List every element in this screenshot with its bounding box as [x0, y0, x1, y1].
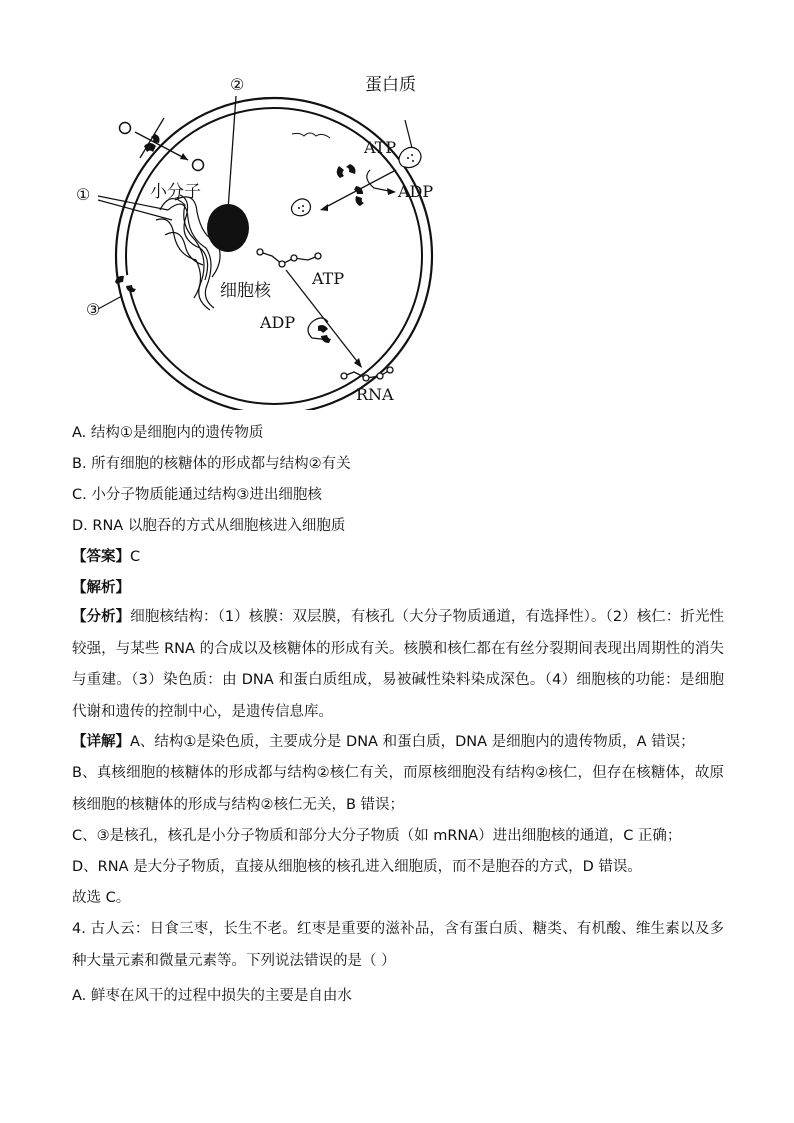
option-c: C. 小分子物质能通过结构③进出细胞核 [72, 487, 322, 503]
label-atp-bottom: ATP [312, 269, 345, 288]
label-atp-top: ATP [364, 138, 397, 157]
detail-a-text: A、结构①是染色质，主要成分是 DNA 和蛋白质，DNA 是细胞内的遗传物质，A 错误； [130, 734, 695, 750]
answer-label: 【答案】 [72, 549, 130, 565]
scribble-mark [292, 133, 330, 138]
protein-blob [292, 199, 311, 216]
small-molecule-circle [193, 160, 204, 171]
chromatin [156, 195, 220, 310]
detail-b: B、真核细胞的核糖体的形成都与结构②核仁有关，而原核细胞没有结构②核仁，但存在核糖体，故原核细胞的核糖体的形成与结构②核仁无关，B 错误； [72, 765, 724, 813]
label-structure-3: ③ [86, 300, 101, 319]
option-a: A. 结构①是细胞内的遗传物质 [72, 425, 264, 441]
protein-blob [399, 147, 421, 167]
detail-conclusion: 故选 C。 [72, 890, 131, 906]
detail-d: D、RNA 是大分子物质，直接从细胞核的核孔进入细胞质，而不是胞吞的方式，D 错误。 [72, 859, 642, 875]
detail-label: 【详解】 [72, 734, 130, 750]
small-molecule-circle [120, 123, 131, 134]
label-adp-top: ADP [398, 182, 434, 201]
label-small-molecule: 小分子 [150, 182, 201, 202]
label-structure-1: ① [76, 185, 91, 204]
analysis-label: 【分析】 [72, 609, 131, 625]
label-rna: RNA [356, 385, 394, 404]
label-structure-2: ② [230, 75, 245, 94]
label-protein: 蛋白质 [365, 75, 416, 95]
nucleus-diagram [60, 60, 460, 410]
answer-value: C [130, 549, 141, 565]
nucleus-diagram-svg [60, 60, 460, 410]
label-adp-bottom: ADP [260, 313, 296, 332]
rna-molecule-inner [257, 249, 321, 267]
answer-line [72, 545, 140, 566]
detail-a [72, 727, 724, 759]
label-nucleus: 细胞核 [220, 281, 271, 301]
detail-c: C、③是核孔，核孔是小分子物质和部分大分子物质（如 mRNA）进出细胞核的通道，C 正确； [72, 828, 682, 844]
option-b: B. 所有细胞的核糖体的形成都与结构②有关 [72, 456, 351, 472]
nucleolus [207, 204, 249, 252]
analysis-text: 细胞核结构：（1）核膜：双层膜，有核孔（大分子物质通道，有选择性）。（2）核仁：折光性较强，与某些 RNA 的合成以及核糖体的形成有关。核膜和核仁都在有丝分裂期间表现出周期性的消失与重建。（3）染色质：由 DNA 和蛋白质组成，易被碱性染料染成深色。（4）细胞核的功能：是细胞代谢和遗传的控制中心，是遗传信息库。 [72, 609, 725, 720]
analysis-header: 【解析】 [72, 580, 130, 596]
question-4-option-a: A. 鲜枣在风干的过程中损失的主要是自由水 [72, 988, 352, 1004]
analysis-paragraph [72, 602, 724, 728]
question-4-stem: 4. 古人云：日食三枣，长生不老。红枣是重要的滋补品，含有蛋白质、糖类、有机酸、维生素以及多种大量元素和微量元素等。下列说法错误的是（ ） [72, 921, 724, 969]
option-d: D. RNA 以胞吞的方式从细胞核进入细胞质 [72, 518, 346, 534]
